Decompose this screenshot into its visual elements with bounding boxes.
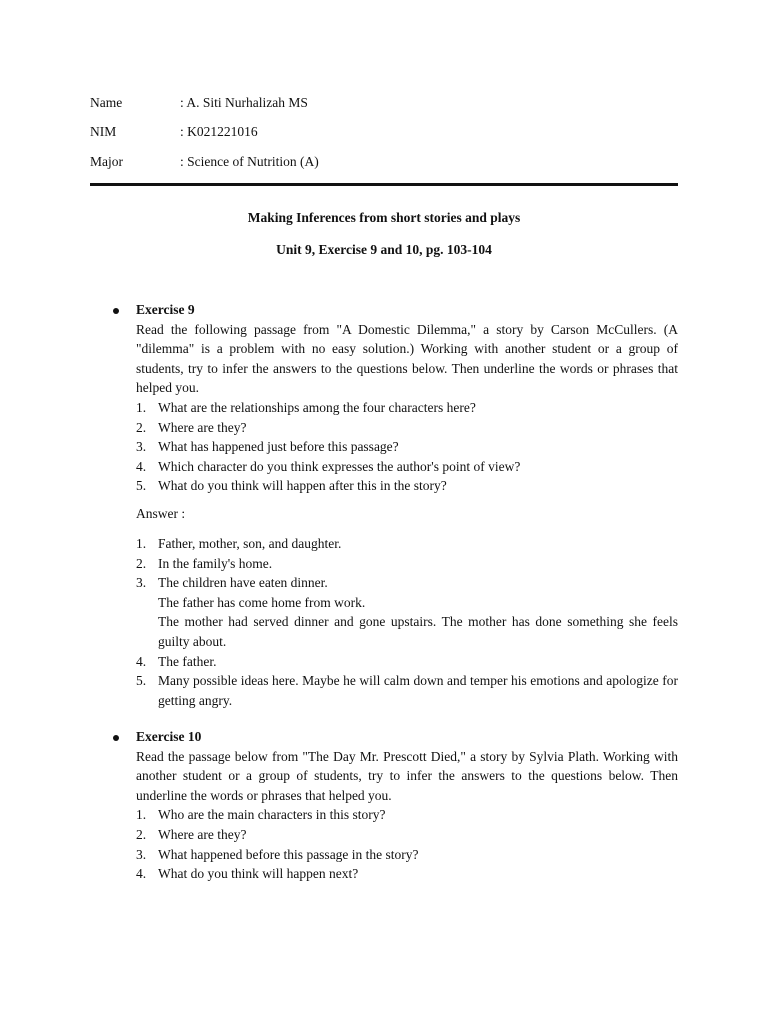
list-item [136,845,678,865]
list-item [136,805,678,825]
exercise-9-heading: Exercise 9 [136,302,195,317]
document-title: Making Inferences from short stories and plays [247,210,521,225]
item-number: 1. [136,807,147,823]
answer-text: The children have eaten dinner. [158,575,328,591]
exercise-9-section [136,300,678,496]
list-item [136,864,678,884]
exercise-9-questions [136,398,678,496]
nim-value: : K021221016 [180,124,258,139]
question-text: What are the relationships among the four characters here? [158,399,476,415]
answer-label: Answer : [136,506,186,521]
list-item [136,825,678,845]
item-number: 1. [136,536,147,551]
list-item [136,671,678,710]
question-text: Who are the main characters in this story? [158,807,386,823]
question-text: What do you think will happen next? [158,866,359,882]
exercise-10-section [136,727,678,884]
exercise-10-heading: Exercise 10 [136,729,202,744]
item-number: 3. [136,575,147,591]
item-number: 2. [136,555,147,571]
item-number: 4. [136,458,147,474]
question-text: Where are they? [158,826,247,842]
bullet-exercise-9 [113,308,119,314]
item-number: 3. [136,439,147,455]
question-text: Where are they? [158,419,247,435]
answer-text: Many possible ideas here. Maybe he will calm down and temper his emotions and apologize for getting angry. [158,673,678,708]
list-item [136,573,678,651]
list-item [136,457,678,477]
list-item [136,652,678,672]
major-label: Major [90,154,123,169]
answer-text: In the family's home. [158,555,273,571]
list-item [136,437,678,457]
list-item [136,534,678,554]
question-text: Which character do you think expresses the author's point of view? [158,458,521,474]
answer-text-extra: The father has come home from work. [158,594,366,610]
question-text: What has happened just before this passage? [158,439,399,455]
answer-text: Father, mother, son, and daughter. [158,536,342,551]
exercise-9-answers [136,534,678,710]
list-item [136,554,678,574]
question-text: What do you think will happen after this in the story? [158,478,447,494]
nim-label: NIM [90,124,117,139]
answer-text: The father. [158,653,217,669]
header-divider [90,183,678,186]
item-number: 5. [136,478,147,494]
exercise-10-intro: Read the passage below from "The Day Mr. Prescott Died," a story by Sylvia Plath. Working with another student or a group of students, try to infer the answers to the questions below. Then underline the words or phrases that helped you. [136,748,678,803]
answers-list [136,534,678,710]
answer-text-extra: The mother had served dinner and gone upstairs. The mother has done something she feels guilty about. [158,614,678,649]
item-number: 2. [136,419,147,435]
list-item [136,476,678,496]
document-subtitle: Unit 9, Exercise 9 and 10, pg. 103-104 [276,242,492,257]
item-number: 2. [136,826,147,842]
major-value: : Science of Nutrition (A) [180,154,319,169]
item-number: 1. [136,399,147,415]
list-item [136,418,678,438]
name-value: : A. Siti Nurhalizah MS [180,95,308,110]
exercise-10-questions [136,805,678,883]
item-number: 3. [136,846,147,862]
name-label: Name [90,95,123,110]
bullet-exercise-10 [113,735,119,741]
exercise-9-intro: Read the following passage from "A Domestic Dilemma," a story by Carson McCullers. (A "dilemma" is a problem with no easy solution.) Working with another student or a group of students, try to infer the answers to the questions below. Then underline the words or phrases that helped you. [136,321,678,396]
list-item [136,398,678,418]
item-number: 4. [136,653,147,669]
question-text: What happened before this passage in the story? [158,846,419,862]
item-number: 5. [136,673,147,689]
item-number: 4. [136,866,147,882]
